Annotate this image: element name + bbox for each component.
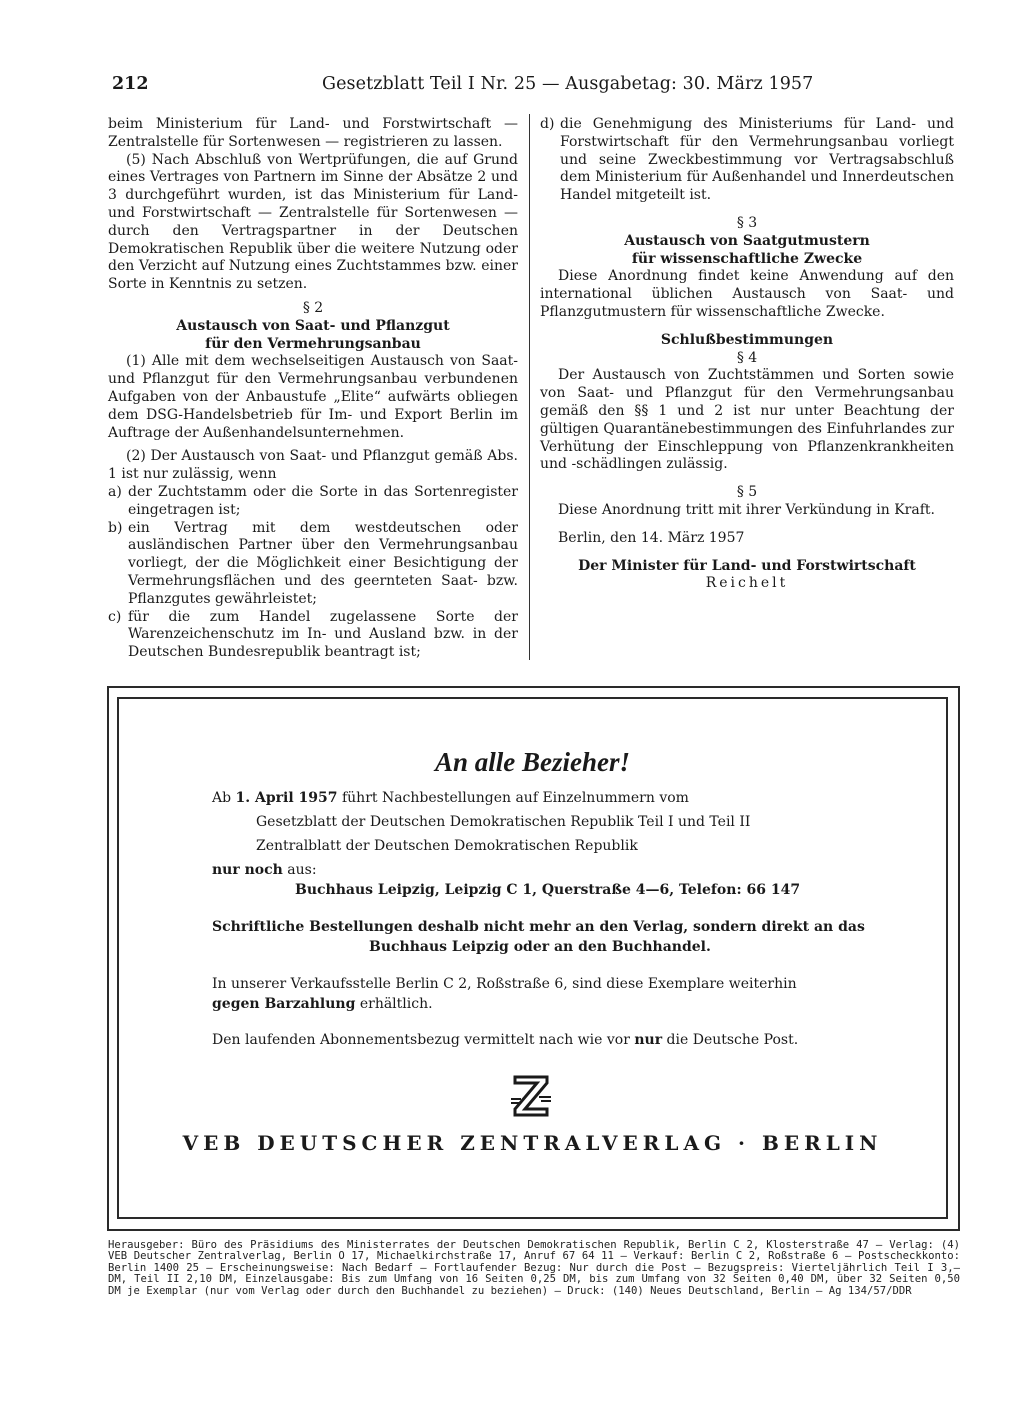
paragraph-4: Der Austausch von Zuchtstämmen und Sorten sowie von Saat- und Pflanzgut für den Vermehrungsanbau gemäß den §§ 1 und 2 ist nur unter Beachtung der gültigen Quarantänebestimmungen des Einfuhrlandes zur Verhütung der Einschleppung von Pflanzenkrankheiten und -schädlingen zulässig. — [540, 367, 954, 473]
list-item — [108, 484, 518, 520]
paragraph-5: (5) Nach Abschluß von Wertprüfungen, die auf Grund eines Vertrages von Partnern im Sinne der Absätze 2 und 3 durchgeführt wurden, ist das Ministerium für Land- und Forstwirtschaft — Zentralstelle für Sortenwesen — durch den Vertragspartner in der Deutschen Demokratischen Republik über die weitere Nutzung oder den Verzicht auf Nutzung eines Zuchtstammes bzw. einer Sorte in Kenntnis zu setzen. — [108, 151, 518, 293]
list-item-label: c) — [108, 608, 122, 625]
paragraph-2-2: (2) Der Austausch von Saat- und Pflanzgut gemäß Abs. 1 ist nur zulässig, wenn — [108, 448, 518, 483]
section-2-title-line1: Austausch von Saat- und Pflanzgut — [176, 317, 450, 334]
signatory-name: Reichelt — [705, 575, 789, 592]
final-provisions-title: Schlußbestimmungen — [660, 331, 834, 348]
page-number: 212 — [112, 74, 149, 94]
imprint-footer — [108, 1240, 960, 1297]
notice-abo-line: Den laufenden Abonnementsbezug vermittelt nach wie vor nur die Deutsche Post. — [212, 1032, 799, 1048]
signatory-title: Der Minister für Land- und Forstwirtschaft — [578, 557, 916, 574]
notice-line-1: Ab 1. April 1957 führt Nachbestellungen auf Einzelnummern vom — [212, 790, 689, 806]
publisher-name: VEB DEUTSCHER ZENTRALVERLAG · BERLIN — [182, 1131, 883, 1155]
list-item-text: für die zum Handel zugelassene Sorte der Warenzeichenschutz im In- und Ausland bzw. in der Deutschen Bundesrepublik beantragt ist; — [128, 608, 518, 661]
notice-address: Buchhaus Leipzig, Leipzig C 1, Querstraße 4—6, Telefon: 66 147 — [295, 882, 801, 898]
subscriber-notice — [117, 697, 948, 1219]
notice-written-line-2: Buchhaus Leipzig oder an den Buchhandel. — [369, 939, 711, 955]
section-3-title-line1: Austausch von Saatgutmustern — [624, 232, 870, 249]
list-item — [540, 116, 954, 205]
right-column — [540, 116, 954, 593]
section-5-number: § 5 — [736, 484, 758, 501]
list-item-label: b) — [108, 519, 123, 536]
list-item — [108, 609, 518, 662]
gazette-title: Gesetzblatt Teil I Nr. 25 — Ausgabetag: 30. März 1957 — [322, 74, 814, 94]
imprint-text: Herausgeber: Büro des Präsidiums des Ministerrates der Deutschen Demokratischen Republik, Berlin C 2, Klosterstraße 47 — Verlag: (4) VEB Deutscher Zentralverlag, Berlin O 17, Michaelkirchstraße 17, Anruf 67 64 11 — Verkauf: Berlin C 2, Roßstraße 6 — Postscheckkonto: Berlin 1400 25 — Erscheinungsweise: Nach Bedarf — Fortlaufender Bezug: Nur durch die Post — Bezugspreis: Vierteljährlich Teil I 3,— DM, Teil II 2,10 DM, Einzelausgabe: Bis zum Umfang von 16 Seiten 0,25 DM, bis zum Umfang von 32 Seiten 0,40 DM, über 32 Seiten 0,50 DM je Exemplar (nur vom Verlag oder durch den Buchhandel zu beziehen) — Druck: (140) Neues Deutschland, Berlin — Ag 134/57/DDR — [108, 1239, 960, 1297]
paragraph-continuation: beim Ministerium für Land- und Forstwirtschaft — Zentralstelle für Sortenwesen — registrieren zu lassen. — [108, 116, 518, 150]
section-3-number: § 3 — [736, 214, 758, 231]
left-column — [108, 116, 518, 662]
section-3-title-line2: für wissenschaftliche Zwecke — [631, 250, 863, 267]
column-divider — [529, 114, 530, 660]
section-2-number: § 2 — [302, 299, 324, 316]
notice-berlin-line-2: gegen Barzahlung erhältlich. — [212, 996, 433, 1012]
date-line: Berlin, den 14. März 1957 — [558, 529, 745, 546]
list-item-text: die Genehmigung des Ministeriums für Land- und Forstwirtschaft für den Vermehrungsanbau vorliegt und seine Zweckbestimmung vor Vertragsabschluß dem Ministerium für Außenhandel und Innerdeutschen Handel mitgeteilt ist. — [560, 116, 954, 204]
notice-line-4: nur noch aus: — [212, 862, 317, 878]
paragraph-3: Diese Anordnung findet keine Anwendung auf den international üblichen Austausch von Saat- und Pflanzgutmustern für wissenschaftliche Zwecke. — [540, 268, 954, 320]
section-2-title-line2: für den Vermehrungsanbau — [205, 335, 421, 352]
list-item-text: der Zuchtstamm oder die Sorte in das Sortenregister eingetragen ist; — [128, 483, 518, 518]
list-item-label: d) — [540, 116, 555, 132]
paragraph-5-effective: Diese Anordnung tritt mit ihrer Verkündung in Kraft. — [558, 501, 935, 518]
list-item — [108, 520, 518, 609]
notice-heading: An alle Bezieher! — [434, 747, 630, 777]
notice-berlin-line-1: In unserer Verkaufsstelle Berlin C 2, Roßstraße 6, sind diese Exemplare weiterhin — [212, 976, 797, 992]
notice-line-3: Zentralblatt der Deutschen Demokratischen Republik — [256, 838, 638, 854]
publisher-logo-icon — [507, 1069, 555, 1121]
list-item-text: ein Vertrag mit dem westdeutschen oder ausländischen Partner über den Vermehrungsanbau vorliegt, der die Möglichkeit einer Besichtigung der Vermehrungsflächen und des geernteten Saat- bzw. Pflanzgutes gewährleistet; — [128, 519, 518, 607]
paragraph-2-1: (1) Alle mit dem wechselseitigen Austausch von Saat- und Pflanzgut für den Vermehrungsanbau verbundenen Aufgaben von der Anbaustufe „Elite“ aufwärts obliegen dem DSG-Handelsbetrieb für Im- und Export Berlin im Auftrage der Außenhandelsunternehmen. — [108, 353, 518, 441]
notice-line-2: Gesetzblatt der Deutschen Demokratischen Republik Teil I und Teil II — [256, 814, 751, 830]
list-item-label: a) — [108, 483, 122, 500]
section-4-number: § 4 — [736, 349, 758, 366]
notice-written-line-1: Schriftliche Bestellungen deshalb nicht mehr an den Verlag, sondern direkt an das — [212, 919, 865, 935]
